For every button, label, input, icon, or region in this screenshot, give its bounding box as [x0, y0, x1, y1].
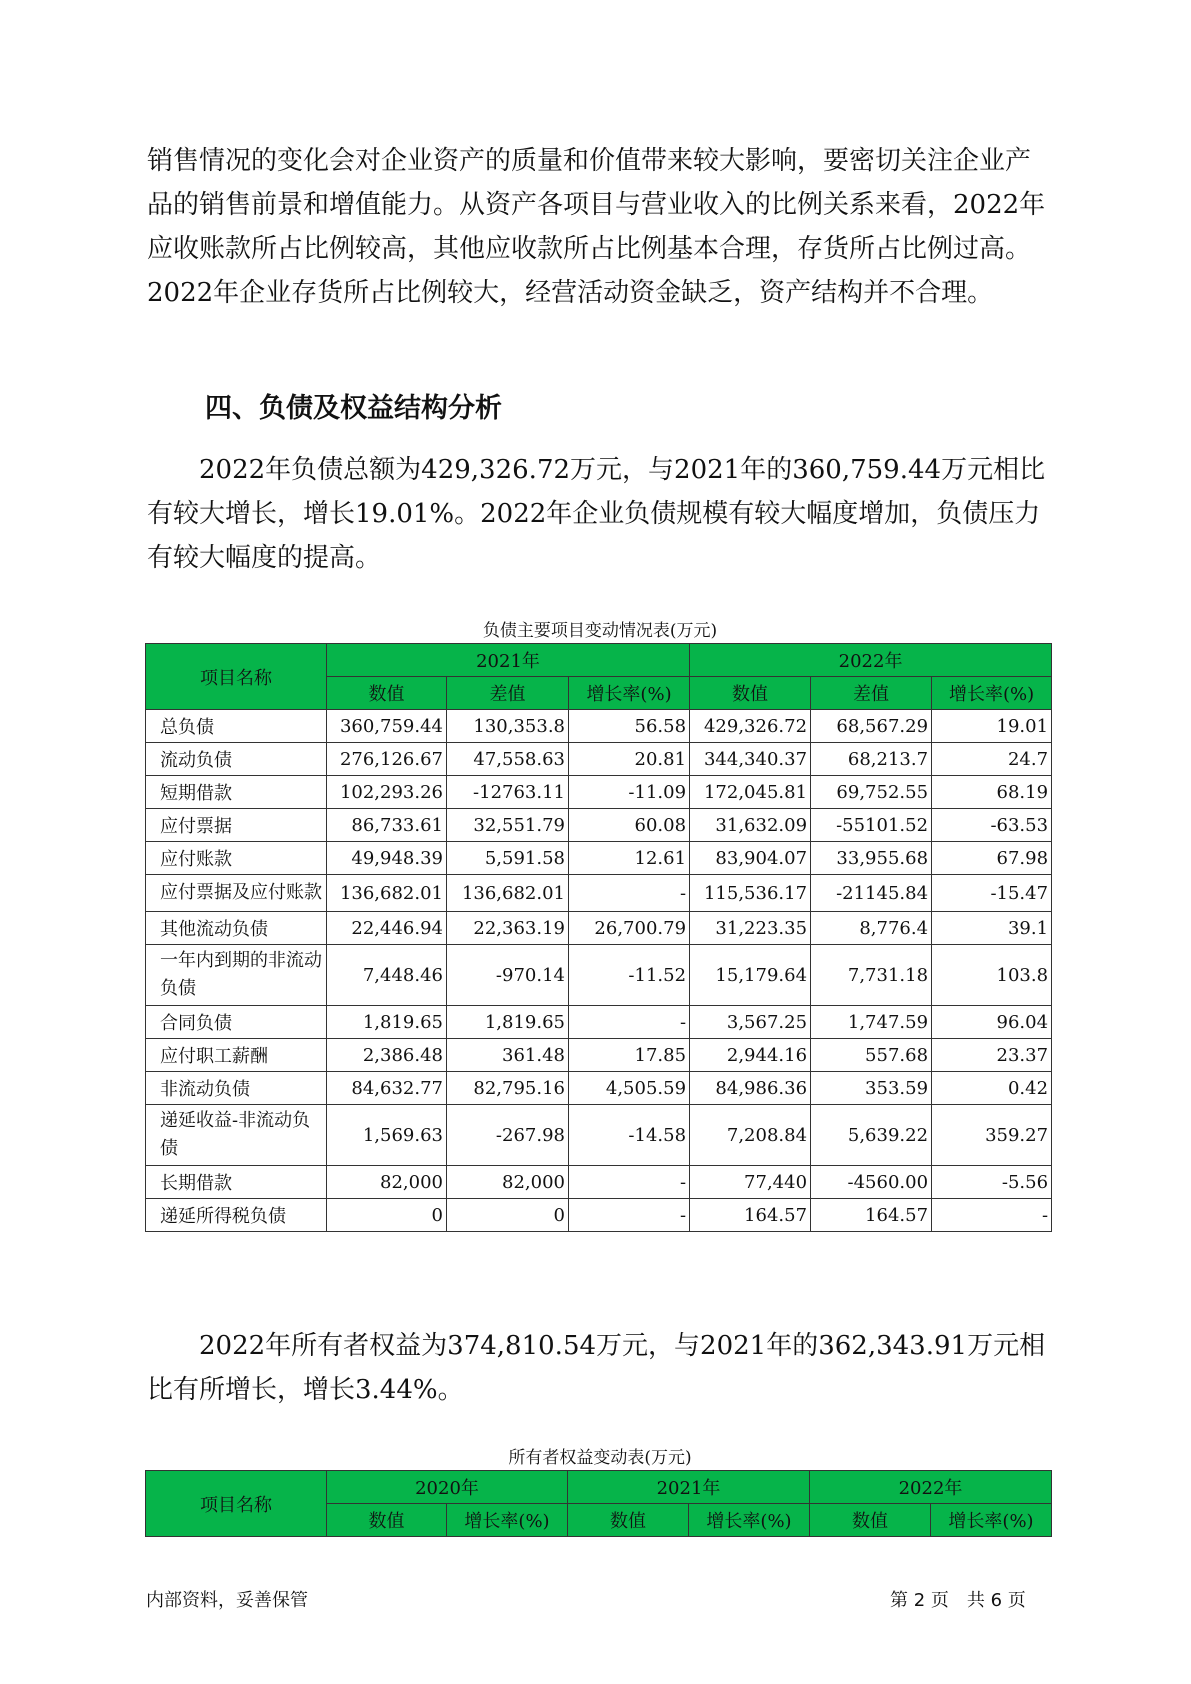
row-cell-g22: -5.56	[932, 1166, 1052, 1199]
subheader-growth: 增长率(%)	[447, 1504, 568, 1537]
row-cell-d21: 22,363.19	[447, 912, 569, 945]
row-item-name: 总负债	[146, 710, 327, 743]
row-cell-g22: -	[932, 1199, 1052, 1232]
row-cell-v22: 7,208.84	[690, 1105, 811, 1166]
table-row	[146, 776, 1052, 809]
row-cell-v21: 7,448.46	[327, 945, 447, 1006]
row-cell-v21: 102,293.26	[327, 776, 447, 809]
equity-paragraph: 2022年所有者权益为374,810.54万元，与2021年的362,343.91万元相比有所增长，增长3.44%。	[147, 1331, 1046, 1405]
subheader-value: 数值	[690, 677, 811, 710]
row-cell-g22: 0.42	[932, 1072, 1052, 1105]
row-cell-d21: 82,795.16	[447, 1072, 569, 1105]
row-cell-v22: 77,440	[690, 1166, 811, 1199]
row-cell-g22: 19.01	[932, 710, 1052, 743]
row-cell-d21: -12763.11	[447, 776, 569, 809]
row-cell-d21: 0	[447, 1199, 569, 1232]
row-cell-v21: 276,126.67	[327, 743, 447, 776]
row-cell-g22: 359.27	[932, 1105, 1052, 1166]
row-cell-g22: 103.8	[932, 945, 1052, 1006]
row-cell-v21: 0	[327, 1199, 447, 1232]
row-cell-v22: 344,340.37	[690, 743, 811, 776]
row-cell-d22: 557.68	[811, 1039, 932, 1072]
subheader-value: 数值	[810, 1504, 931, 1537]
row-cell-g22: 96.04	[932, 1006, 1052, 1039]
row-item-name: 应付票据	[146, 809, 327, 842]
header-year-2021: 2021年	[327, 644, 690, 677]
row-cell-v21: 82,000	[327, 1166, 447, 1199]
row-cell-v22: 84,986.36	[690, 1072, 811, 1105]
subheader-value: 数值	[327, 1504, 447, 1537]
row-cell-v21: 360,759.44	[327, 710, 447, 743]
row-cell-v21: 22,446.94	[327, 912, 447, 945]
row-item-name: 应付票据及应付账款	[146, 875, 327, 912]
row-item-name: 应付账款	[146, 842, 327, 875]
row-cell-v22: 164.57	[690, 1199, 811, 1232]
table-row	[146, 875, 1052, 912]
row-cell-v21: 2,386.48	[327, 1039, 447, 1072]
row-cell-d21: -970.14	[447, 945, 569, 1006]
liability-table	[145, 643, 1052, 1232]
row-cell-d22: 7,731.18	[811, 945, 932, 1006]
row-cell-g21: 26,700.79	[569, 912, 690, 945]
table-row	[146, 743, 1052, 776]
row-item-name: 长期借款	[146, 1166, 327, 1199]
row-cell-g22: -63.53	[932, 809, 1052, 842]
liability-paragraph: 2022年负债总额为429,326.72万元，与2021年的360,759.44万元相比有较大增长，增长19.01%。2022年企业负债规模有较大幅度增加，负债压力有较大幅度的提高。	[147, 455, 1046, 573]
row-cell-d21: 32,551.79	[447, 809, 569, 842]
subheader-growth: 增长率(%)	[931, 1504, 1052, 1537]
footer-confidential-note: 内部资料，妥善保管	[146, 1590, 308, 1611]
table-row	[146, 912, 1052, 945]
row-cell-d22: 5,639.22	[811, 1105, 932, 1166]
intro-paragraph: 销售情况的变化会对企业资产的质量和价值带来较大影响，要密切关注企业产品的销售前景和增值能力。从资产各项目与营业收入的比例关系来看，2022年应收账款所占比例较高，其他应收款所占比例基本合理，存货所占比例过高。2022年企业存货所占比例较大，经营活动资金缺乏，资产结构并不合理。	[147, 146, 1046, 308]
row-item-name: 其他流动负债	[146, 912, 327, 945]
row-item-name: 递延所得税负债	[146, 1199, 327, 1232]
subheader-growth: 增长率(%)	[569, 677, 690, 710]
row-cell-d21: 5,591.58	[447, 842, 569, 875]
row-cell-d21: 130,353.8	[447, 710, 569, 743]
row-cell-v21: 49,948.39	[327, 842, 447, 875]
row-cell-g22: 68.19	[932, 776, 1052, 809]
row-cell-g22: 39.1	[932, 912, 1052, 945]
row-cell-g22: 23.37	[932, 1039, 1052, 1072]
table-row	[146, 710, 1052, 743]
section-heading: 四、负债及权益结构分析	[205, 393, 502, 424]
row-cell-d22: 1,747.59	[811, 1006, 932, 1039]
row-cell-d22: -4560.00	[811, 1166, 932, 1199]
row-cell-g21: -11.52	[569, 945, 690, 1006]
row-cell-d22: 68,213.7	[811, 743, 932, 776]
row-cell-d22: 33,955.68	[811, 842, 932, 875]
row-cell-v22: 83,904.07	[690, 842, 811, 875]
table-row	[146, 1199, 1052, 1232]
row-item-name: 流动负债	[146, 743, 327, 776]
row-cell-d21: 82,000	[447, 1166, 569, 1199]
row-cell-g21: -14.58	[569, 1105, 690, 1166]
row-cell-v22: 3,567.25	[690, 1006, 811, 1039]
row-cell-d22: 8,776.4	[811, 912, 932, 945]
row-cell-v21: 86,733.61	[327, 809, 447, 842]
row-cell-g21: -11.09	[569, 776, 690, 809]
row-cell-v22: 429,326.72	[690, 710, 811, 743]
table-row	[146, 1105, 1052, 1166]
table-row	[146, 1006, 1052, 1039]
row-cell-g21: 60.08	[569, 809, 690, 842]
header-year-2022: 2022年	[690, 644, 1052, 677]
row-cell-g21: -	[569, 1199, 690, 1232]
row-cell-g21: 17.85	[569, 1039, 690, 1072]
row-cell-v21: 1,819.65	[327, 1006, 447, 1039]
subheader-growth: 增长率(%)	[932, 677, 1052, 710]
row-cell-d22: -55101.52	[811, 809, 932, 842]
row-cell-g21: -	[569, 1166, 690, 1199]
row-cell-g21: 20.81	[569, 743, 690, 776]
row-cell-d21: 136,682.01	[447, 875, 569, 912]
equity-table	[145, 1470, 1052, 1537]
row-cell-d22: -21145.84	[811, 875, 932, 912]
row-cell-g21: -	[569, 875, 690, 912]
row-cell-v21: 1,569.63	[327, 1105, 447, 1166]
row-item-name: 非流动负债	[146, 1072, 327, 1105]
row-item-name: 递延收益-非流动负债	[146, 1105, 327, 1166]
subheader-diff: 差值	[811, 677, 932, 710]
header-year-2021: 2021年	[568, 1471, 810, 1504]
row-cell-d21: 1,819.65	[447, 1006, 569, 1039]
row-item-name: 短期借款	[146, 776, 327, 809]
header-year-2020: 2020年	[327, 1471, 568, 1504]
table-row	[146, 1166, 1052, 1199]
row-cell-d21: -267.98	[447, 1105, 569, 1166]
row-item-name: 应付职工薪酬	[146, 1039, 327, 1072]
row-cell-v22: 31,223.35	[690, 912, 811, 945]
liability-table-body	[146, 710, 1052, 1232]
row-cell-v22: 2,944.16	[690, 1039, 811, 1072]
row-cell-d21: 47,558.63	[447, 743, 569, 776]
header-year-2022: 2022年	[810, 1471, 1052, 1504]
row-cell-d21: 361.48	[447, 1039, 569, 1072]
equity-table-caption: 所有者权益变动表(万元)	[508, 1448, 692, 1468]
row-cell-v22: 15,179.64	[690, 945, 811, 1006]
table-row	[146, 809, 1052, 842]
row-cell-g21: -	[569, 1006, 690, 1039]
row-cell-g22: -15.47	[932, 875, 1052, 912]
subheader-growth: 增长率(%)	[689, 1504, 810, 1537]
row-cell-g21: 56.58	[569, 710, 690, 743]
table-row	[146, 842, 1052, 875]
row-cell-d22: 353.59	[811, 1072, 932, 1105]
row-cell-g22: 24.7	[932, 743, 1052, 776]
row-cell-v22: 115,536.17	[690, 875, 811, 912]
subheader-value: 数值	[568, 1504, 689, 1537]
liability-table-caption: 负债主要项目变动情况表(万元)	[482, 621, 718, 641]
header-item-name: 项目名称	[146, 1471, 327, 1537]
row-cell-g21: 4,505.59	[569, 1072, 690, 1105]
header-item-name: 项目名称	[146, 644, 327, 710]
row-item-name: 合同负债	[146, 1006, 327, 1039]
row-cell-v21: 84,632.77	[327, 1072, 447, 1105]
row-cell-v21: 136,682.01	[327, 875, 447, 912]
row-cell-d22: 164.57	[811, 1199, 932, 1232]
row-cell-d22: 68,567.29	[811, 710, 932, 743]
row-cell-v22: 172,045.81	[690, 776, 811, 809]
table-row	[146, 945, 1052, 1006]
table-row	[146, 1072, 1052, 1105]
row-cell-g21: 12.61	[569, 842, 690, 875]
subheader-diff: 差值	[447, 677, 569, 710]
footer-page-number: 第 2 页 共 6 页	[890, 1590, 1026, 1611]
row-cell-g22: 67.98	[932, 842, 1052, 875]
subheader-value: 数值	[327, 677, 447, 710]
table-row	[146, 1039, 1052, 1072]
row-cell-v22: 31,632.09	[690, 809, 811, 842]
row-item-name: 一年内到期的非流动负债	[146, 945, 327, 1006]
row-cell-d22: 69,752.55	[811, 776, 932, 809]
